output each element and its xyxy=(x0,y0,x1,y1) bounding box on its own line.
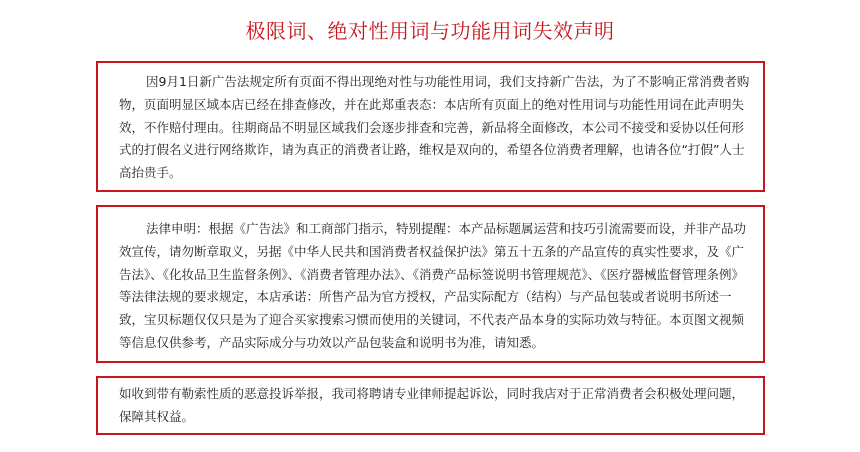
declaration-box-legal xyxy=(96,205,765,363)
declaration-paragraph-legal: 法律申明：根据《广告法》和工商部门指示，特别提醒：本产品标题属运营和技巧引流需要而设，并非产品功效宣传，请勿断章取义，另据《中华人民共和国消费者权益保护法》第五十五条的产品宣传的真实性要求，及《广告法》、《化妆品卫生监督条例》、《消费者管理办法》、《消费产品标签说明书管理规范》、《医疗器械监督管理条例》等法律法规的要求规定，本店承诺：所售产品为官方授权，产品实际配方（结构）与产品包装或者说明书所述一致，宝贝标题仅仅只是为了迎合买家搜索习惯而使用的关键词，不代表产品本身的实际功效与特征。本页图文视频等信息仅供参考，产品实际成分与功效以产品包装盒和说明书为准，请知悉。 xyxy=(119,221,747,350)
declaration-paragraph-complaints: 如收到带有勒索性质的恶意投诉举报，我司将聘请专业律师提起诉讼，同时我店对于正常消费者会积极处理问题，保障其权益。 xyxy=(119,386,745,424)
declaration-box-invalidation xyxy=(96,61,765,192)
page-title: 极限词、绝对性用词与功能用词失效声明 xyxy=(245,19,615,43)
declaration-box-complaints xyxy=(96,376,765,435)
declaration-paragraph-invalidation: 因9月1日新广告法规定所有页面不得出现绝对性与功能性用词，我们支持新广告法，为了不影响正常消费者购物，页面明显区域本店已经在排查修改，并在此郑重表态：本店所有页面上的绝对性用词与功能性用词在此声明失效，不作赔付理由。往期商品不明显区域我们会逐步排查和完善，新品将全面修改，本公司不接受和妥协以任何形式的打假名义进行网络欺诈，请为真正的消费者让路，维权是双向的，希望各位消费者理解，也请各位“打假”人士高抬贵手。 xyxy=(119,74,750,181)
